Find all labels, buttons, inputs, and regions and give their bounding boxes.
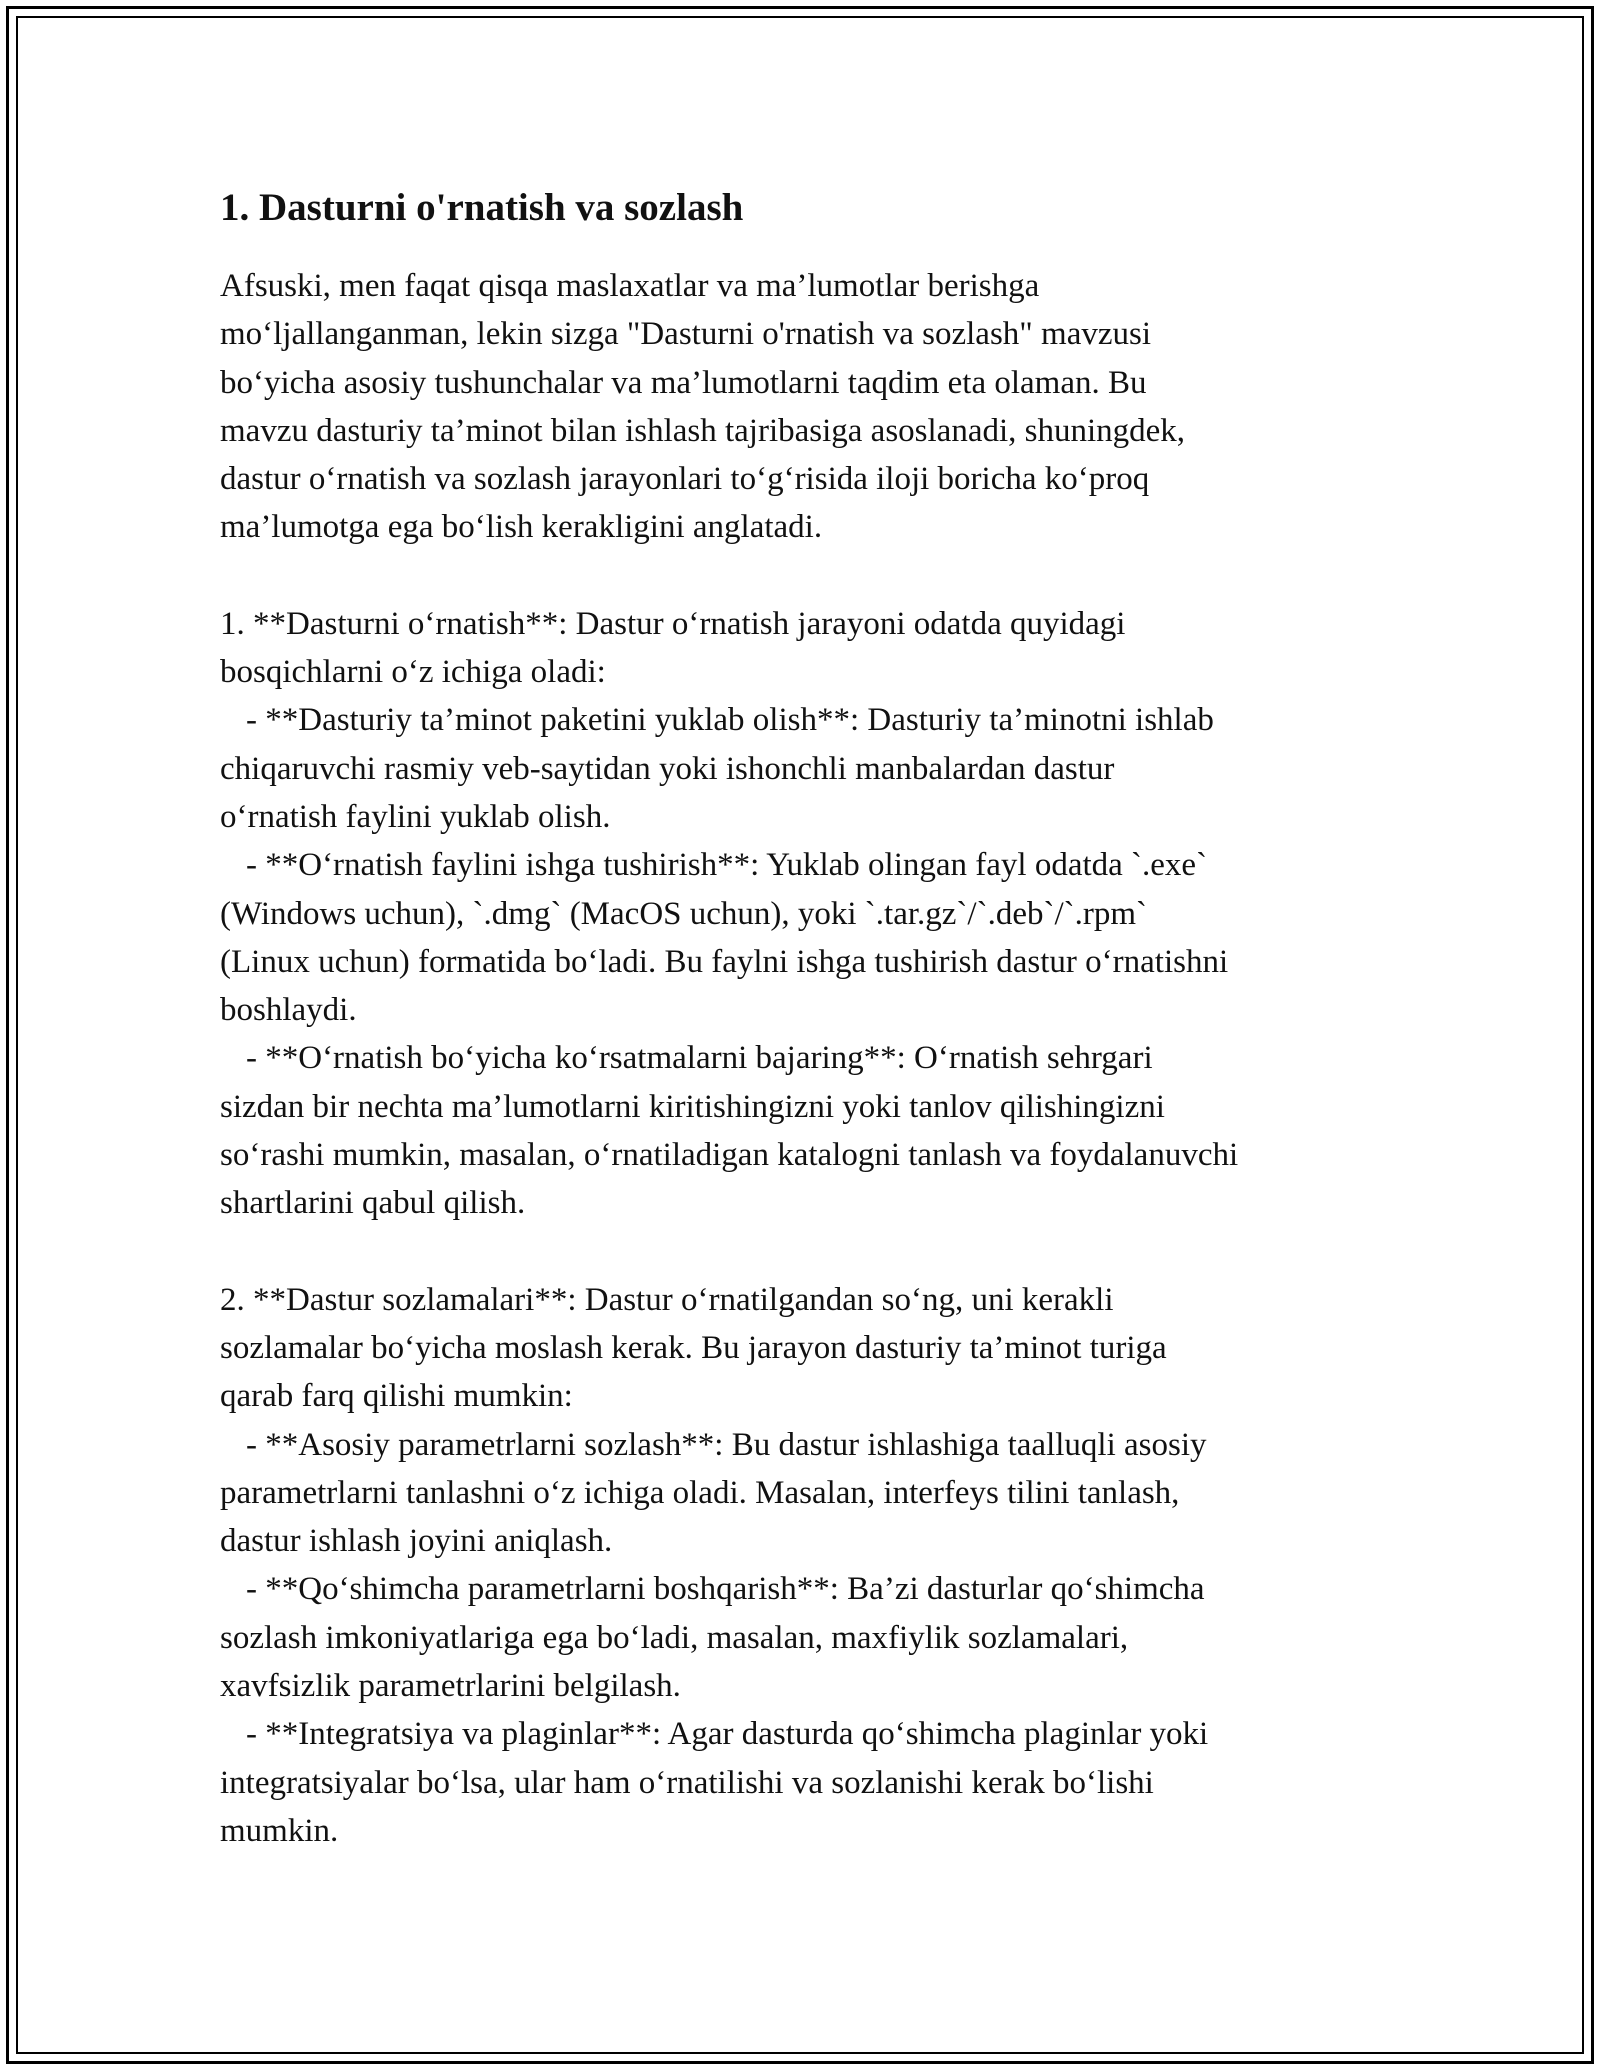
paragraph-gap bbox=[220, 1228, 1400, 1276]
page-title: 1. Dasturni o'rnatish va sozlash bbox=[220, 186, 744, 229]
paragraph-gap bbox=[220, 552, 1400, 600]
section-2-item-3: - **Integratsiya va plaginlar**: Agar dasturda qo‘shimcha plaginlar yoki integratsiyalar bo‘lsa, ular ham o‘rnatilishi va sozlanishi kerak bo‘lishi mumkin. bbox=[220, 1716, 1209, 1849]
intro-paragraph: Afsuski, men faqat qisqa maslaxatlar va ma’lumotlar berishga mo‘ljallanganman, lekin sizga "Dasturni o'rnatish va sozlash" mavzusi bo‘yicha asosiy tushunchalar va ma’lumotlarni taqdim eta olaman. Bu mavzu dasturiy ta’minot bilan ishlash tajribasiga asoslanadi, shuningdek, dastur o‘rnatish va sozlash jarayonlari to‘g‘risida iloji boricha ko‘proq ma’lumotga ega bo‘lish kerakligini anglatadi. bbox=[220, 268, 1186, 546]
document-body bbox=[220, 184, 1400, 1855]
section-2-item-2: - **Qo‘shimcha parametrlarni boshqarish**: Ba’zi dasturlar qo‘shimcha sozlash imkoniyatlariga ega bo‘ladi, masalan, maxfiylik sozlamalari, xavfsizlik parametrlarini belgilash. bbox=[220, 1571, 1205, 1705]
section-1-item-2: - **O‘rnatish faylini ishga tushirish**: Yuklab olingan fayl odatda `.exe` (Windows uchun), `.dmg` (MacOS uchun), yoki `.tar.gz`/`.deb`/`.rpm` (Linux uchun) formatida bo‘ladi. Bu faylni ishga tushirish dastur o‘rnatishni boshlaydi. bbox=[220, 847, 1229, 1029]
section-2-heading: 2. **Dastur sozlamalari**: Dastur o‘rnatilgandan so‘ng, uni kerakli sozlamalar bo‘yicha moslash kerak. Bu jarayon dasturiy ta’minot turiga qarab farq qilishi mumkin: bbox=[220, 1281, 1167, 1415]
section-1-heading: 1. **Dasturni o‘rnatish**: Dastur o‘rnatish jarayoni odatda quyidagi bosqichlarni o‘z ichiga oladi: bbox=[220, 605, 1126, 691]
section-1-item-1: - **Dasturiy ta’minot paketini yuklab olish**: Dasturiy ta’minotni ishlab chiqaruvchi rasmiy veb-saytidan yoki ishonchli manbalardan dastur o‘rnatish faylini yuklab olish. bbox=[220, 702, 1214, 835]
section-1-item-3: - **O‘rnatish bo‘yicha ko‘rsatmalarni bajaring**: O‘rnatish sehrgari sizdan bir nechta ma’lumotlarni kiritishingizni yoki tanlov qilishingizni so‘rashi mumkin, masalan, o‘rnatiladigan katalogni tanlash va foydalanuvchi shartlarini qabul qilish. bbox=[220, 1040, 1239, 1222]
section-2-item-1: - **Asosiy parametrlarni sozlash**: Bu dastur ishlashiga taalluqli asosiy parametrlarni tanlashni o‘z ichiga oladi. Masalan, interfeys tilini tanlash, dastur ishlash joyini aniqlash. bbox=[220, 1426, 1207, 1560]
